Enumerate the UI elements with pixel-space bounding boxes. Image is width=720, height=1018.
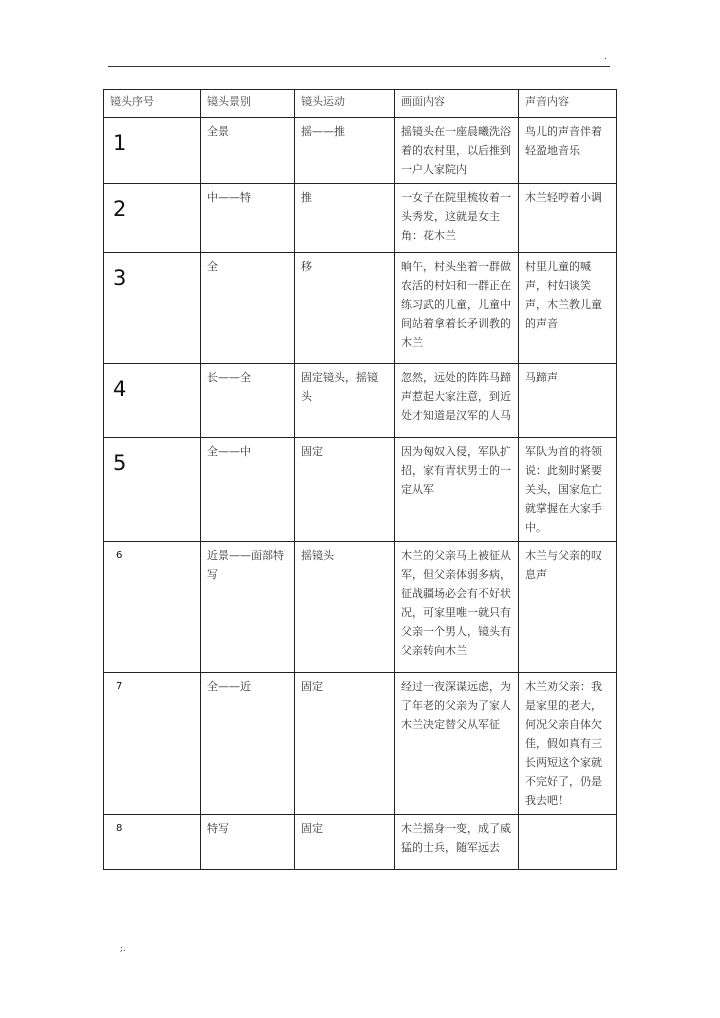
- footer-mark: ;.: [120, 944, 126, 954]
- cell-sound-content: 军队为首的将领说：此刻时紧要关头，国家危亡就掌握在大家手中。: [519, 438, 617, 542]
- cell-shot-number: 2: [104, 184, 201, 253]
- table-row: [104, 253, 617, 364]
- header-rule: [108, 66, 610, 67]
- cell-sound-content: 村里儿童的喊声，村妇谈笑声，木兰教儿童的声音: [519, 253, 617, 364]
- cell-sound-content: 木兰轻哼着小调: [519, 184, 617, 253]
- cell-shot-scale: 中——特: [201, 184, 295, 253]
- cell-frame-content: 木兰摇身一变，成了威猛的士兵，随军远去: [395, 815, 519, 870]
- table-row: [104, 118, 617, 184]
- cell-frame-content: 木兰的父亲马上被征从军，但父亲体弱多病，征战疆场必会有不好状况，可家里唯一就只有父亲一个男人，镜头有父亲转向木兰: [395, 542, 519, 673]
- cell-camera-movement: 摇镜头: [295, 542, 395, 673]
- cell-shot-scale: 特写: [201, 815, 295, 870]
- table-row: [104, 815, 617, 870]
- cell-shot-number: 3: [104, 253, 201, 364]
- table-row: [104, 184, 617, 253]
- cell-shot-number: 6: [104, 542, 201, 673]
- cell-shot-scale: 全——近: [201, 673, 295, 815]
- table-row: [104, 542, 617, 673]
- cell-camera-movement: 移: [295, 253, 395, 364]
- cell-camera-movement: 推: [295, 184, 395, 253]
- cell-camera-movement: 固定: [295, 438, 395, 542]
- cell-frame-content: 因为匈奴入侵，军队扩招，家有青状男士的一定从军: [395, 438, 519, 542]
- table-header-row: [104, 90, 617, 118]
- cell-camera-movement: 固定: [295, 815, 395, 870]
- cell-shot-number: 1: [104, 118, 201, 184]
- table-row: [104, 364, 617, 438]
- header-shot-scale: 镜头景别: [201, 90, 295, 118]
- cell-sound-content: [519, 815, 617, 870]
- cell-sound-content: 鸟儿的声音伴着轻盈地音乐: [519, 118, 617, 184]
- cell-camera-movement: 固定: [295, 673, 395, 815]
- cell-shot-scale: 长——全: [201, 364, 295, 438]
- table-row: [104, 438, 617, 542]
- cell-sound-content: 木兰劝父亲：我是家里的老大，何况父亲自体欠佳，假如真有三长两短这个家就不完好了，仍是我去吧！: [519, 673, 617, 815]
- cell-shot-scale: 全——中: [201, 438, 295, 542]
- cell-frame-content: 晌午，村头坐着一群做农活的村妇和一群正在练习武的儿童，儿童中间站着拿着长矛训教的木兰: [395, 253, 519, 364]
- cell-shot-scale: 全景: [201, 118, 295, 184]
- header-sound-content: 声音内容: [519, 90, 617, 118]
- cell-frame-content: 一女子在院里梳妆着一头秀发，这就是女主角：花木兰: [395, 184, 519, 253]
- header-camera-movement: 镜头运动: [295, 90, 395, 118]
- cell-sound-content: 马蹄声: [519, 364, 617, 438]
- cell-camera-movement: 摇——推: [295, 118, 395, 184]
- cell-shot-number: 7: [104, 673, 201, 815]
- cell-frame-content: 忽然，远处的阵阵马蹄声惹起大家注意，到近处才知道是汉军的人马: [395, 364, 519, 438]
- cell-sound-content: 木兰与父亲的叹息声: [519, 542, 617, 673]
- header-frame-content: 画面内容: [395, 90, 519, 118]
- storyboard-table: [103, 89, 617, 870]
- cell-shot-number: 8: [104, 815, 201, 870]
- cell-shot-number: 5: [104, 438, 201, 542]
- cell-shot-scale: 近景——面部特写: [201, 542, 295, 673]
- cell-frame-content: 经过一夜深谋远虑，为了年老的父亲为了家人木兰决定替父从军征: [395, 673, 519, 815]
- table-row: [104, 673, 617, 815]
- cell-frame-content: 摇镜头在一座晨曦洗浴着的农村里，以后推到一户人家院内: [395, 118, 519, 184]
- header-mark: .: [604, 52, 607, 62]
- cell-camera-movement: 固定镜头，摇镜头: [295, 364, 395, 438]
- header-shot-number: 镜头序号: [104, 90, 201, 118]
- cell-shot-scale: 全: [201, 253, 295, 364]
- cell-shot-number: 4: [104, 364, 201, 438]
